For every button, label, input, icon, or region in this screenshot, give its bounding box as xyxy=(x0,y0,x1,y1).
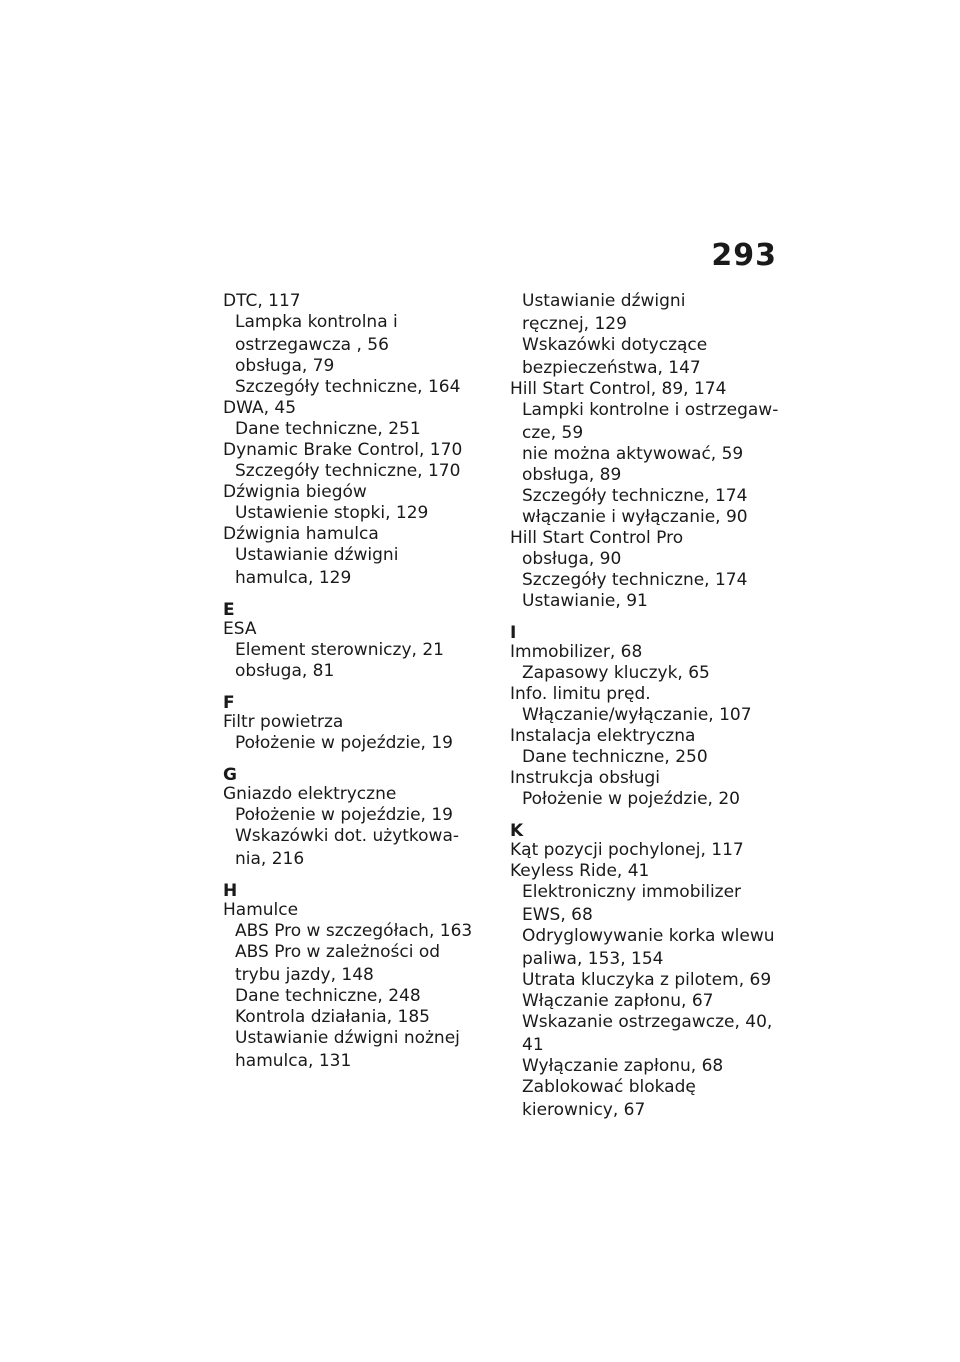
index-line: Dane techniczne, 248 xyxy=(235,986,421,1006)
index-subentry xyxy=(223,503,493,524)
index-subentry xyxy=(223,545,493,589)
index-entry xyxy=(223,482,493,503)
index-line: Ustawianie dźwigni xyxy=(522,291,686,311)
index-line: Info. limitu pręd. xyxy=(510,684,651,704)
index-line: obsługa, 81 xyxy=(235,661,335,681)
index-line: Położenie w pojeździe, 19 xyxy=(235,733,453,753)
index-line: K xyxy=(510,821,524,841)
index-line: H xyxy=(223,881,238,901)
index-line: ostrzegawcza , 56 xyxy=(235,335,389,355)
index-line: Filtr powietrza xyxy=(223,712,344,732)
index-entry xyxy=(510,726,790,747)
index-line: Dane techniczne, 251 xyxy=(235,419,421,439)
index-line: Ustawianie dźwigni nożnej xyxy=(235,1028,460,1048)
index-subentry xyxy=(510,549,790,570)
index-line: Ustawianie dźwigni xyxy=(235,545,399,565)
index-entry xyxy=(223,524,493,545)
index-line: ABS Pro w szczegółach, 163 xyxy=(235,921,473,941)
index-line: obsługa, 79 xyxy=(235,356,335,376)
index-line: paliwa, 153, 154 xyxy=(522,949,664,969)
index-line: F xyxy=(223,693,235,713)
index-line: Lampka kontrolna i xyxy=(235,312,398,332)
index-subentry xyxy=(510,789,790,810)
index-subentry xyxy=(510,747,790,768)
index-subentry xyxy=(223,661,493,682)
index-line: Kontrola działania, 185 xyxy=(235,1007,430,1027)
index-subentry xyxy=(223,986,493,1007)
index-subentry xyxy=(223,356,493,377)
index-subentry xyxy=(510,1056,790,1077)
index-column-left xyxy=(223,291,493,1072)
index-entry xyxy=(223,900,493,921)
index-line: Włączanie/wyłączanie, 107 xyxy=(522,705,752,725)
index-line: nie można aktywować, 59 xyxy=(522,444,744,464)
index-letter-heading xyxy=(510,624,790,642)
index-subentry xyxy=(510,926,790,970)
index-subentry xyxy=(223,921,493,942)
index-subentry xyxy=(510,1012,790,1056)
index-subentry xyxy=(510,591,790,612)
index-line: DWA, 45 xyxy=(223,398,297,418)
index-line: Szczegóły techniczne, 164 xyxy=(235,377,461,397)
index-subentry xyxy=(510,663,790,684)
index-entry xyxy=(223,784,493,805)
index-line: Włączanie zapłonu, 67 xyxy=(522,991,714,1011)
index-entry xyxy=(223,440,493,461)
index-subentry xyxy=(223,461,493,482)
index-entry xyxy=(510,861,790,882)
index-line: Odryglowywanie korka wlewu xyxy=(522,926,775,946)
index-line: Instrukcja obsługi xyxy=(510,768,660,788)
index-subentry xyxy=(510,970,790,991)
index-subentry xyxy=(510,570,790,591)
index-subentry xyxy=(510,291,790,335)
index-subentry xyxy=(223,826,493,870)
index-letter-heading xyxy=(223,694,493,712)
index-line: Dane techniczne, 250 xyxy=(522,747,708,767)
index-line: trybu jazdy, 148 xyxy=(235,965,374,985)
index-subentry xyxy=(223,733,493,754)
index-entry xyxy=(510,528,790,549)
index-line: ABS Pro w zależności od xyxy=(235,942,441,962)
index-entry xyxy=(223,291,493,312)
index-line: 41 xyxy=(522,1035,544,1055)
index-line: bezpieczeństwa, 147 xyxy=(522,358,701,378)
index-letter-heading xyxy=(223,766,493,784)
index-entry xyxy=(510,684,790,705)
index-line: obsługa, 89 xyxy=(522,465,622,485)
index-subentry xyxy=(510,1077,790,1121)
index-line: hamulca, 129 xyxy=(235,568,352,588)
index-column-right xyxy=(510,291,790,1121)
index-subentry xyxy=(223,1028,493,1072)
index-line: Keyless Ride, 41 xyxy=(510,861,650,881)
index-subentry xyxy=(510,400,790,444)
index-line: Szczegóły techniczne, 170 xyxy=(235,461,461,481)
index-letter-heading xyxy=(510,822,790,840)
index-subentry xyxy=(510,882,790,926)
index-line: Kąt pozycji pochylonej, 117 xyxy=(510,840,744,860)
index-line: G xyxy=(223,765,237,785)
page-number: 293 xyxy=(711,238,777,273)
index-line: Lampki kontrolne i ostrzegaw- xyxy=(522,400,779,420)
index-line: Zablokować blokadę xyxy=(522,1077,696,1097)
index-subentry xyxy=(510,991,790,1012)
index-subentry xyxy=(510,507,790,528)
index-subentry xyxy=(223,377,493,398)
index-entry xyxy=(223,398,493,419)
index-line: Szczegóły techniczne, 174 xyxy=(522,570,748,590)
index-line: Element sterowniczy, 21 xyxy=(235,640,444,660)
index-subentry xyxy=(223,419,493,440)
index-line: EWS, 68 xyxy=(522,905,593,925)
index-subentry xyxy=(510,465,790,486)
index-subentry xyxy=(223,942,493,986)
index-line: Wyłączanie zapłonu, 68 xyxy=(522,1056,724,1076)
index-subentry xyxy=(223,312,493,356)
index-line: Położenie w pojeździe, 20 xyxy=(522,789,740,809)
index-line: Dźwignia biegów xyxy=(223,482,367,502)
index-line: Immobilizer, 68 xyxy=(510,642,643,662)
index-line: ESA xyxy=(223,619,257,639)
index-line: Ustawienie stopki, 129 xyxy=(235,503,429,523)
index-line: Instalacja elektryczna xyxy=(510,726,696,746)
index-entry xyxy=(510,642,790,663)
index-entry xyxy=(223,712,493,733)
index-line: Hamulce xyxy=(223,900,299,920)
index-subentry xyxy=(510,705,790,726)
index-subentry xyxy=(223,640,493,661)
index-line: nia, 216 xyxy=(235,849,305,869)
index-line: Gniazdo elektryczne xyxy=(223,784,397,804)
index-line: Hill Start Control Pro xyxy=(510,528,684,548)
index-line: Wskazanie ostrzegawcze, 40, xyxy=(522,1012,773,1032)
index-line: I xyxy=(510,623,517,643)
index-entry xyxy=(510,840,790,861)
index-letter-heading xyxy=(223,601,493,619)
index-line: ręcznej, 129 xyxy=(522,314,627,334)
index-subentry xyxy=(510,335,790,379)
index-subentry xyxy=(510,486,790,507)
index-line: E xyxy=(223,600,235,620)
index-subentry xyxy=(223,1007,493,1028)
index-subentry xyxy=(510,444,790,465)
index-line: Zapasowy kluczyk, 65 xyxy=(522,663,710,683)
index-line: Wskazówki dotyczące xyxy=(522,335,708,355)
index-line: cze, 59 xyxy=(522,423,584,443)
index-line: Dźwignia hamulca xyxy=(223,524,379,544)
index-line: Szczegóły techniczne, 174 xyxy=(522,486,748,506)
index-letter-heading xyxy=(223,882,493,900)
index-entry xyxy=(510,768,790,789)
index-entry xyxy=(510,379,790,400)
index-line: Położenie w pojeździe, 19 xyxy=(235,805,453,825)
index-line: Ustawianie, 91 xyxy=(522,591,648,611)
index-line: DTC, 117 xyxy=(223,291,301,311)
index-line: Utrata kluczyka z pilotem, 69 xyxy=(522,970,772,990)
index-subentry xyxy=(223,805,493,826)
index-line: obsługa, 90 xyxy=(522,549,622,569)
index-entry xyxy=(223,619,493,640)
index-line: kierownicy, 67 xyxy=(522,1100,646,1120)
index-line: Elektroniczny immobilizer xyxy=(522,882,742,902)
index-line: Wskazówki dot. użytkowa- xyxy=(235,826,460,846)
index-line: hamulca, 131 xyxy=(235,1051,352,1071)
index-line: włączanie i wyłączanie, 90 xyxy=(522,507,748,527)
index-line: Dynamic Brake Control, 170 xyxy=(223,440,463,460)
index-line: Hill Start Control, 89, 174 xyxy=(510,379,727,399)
